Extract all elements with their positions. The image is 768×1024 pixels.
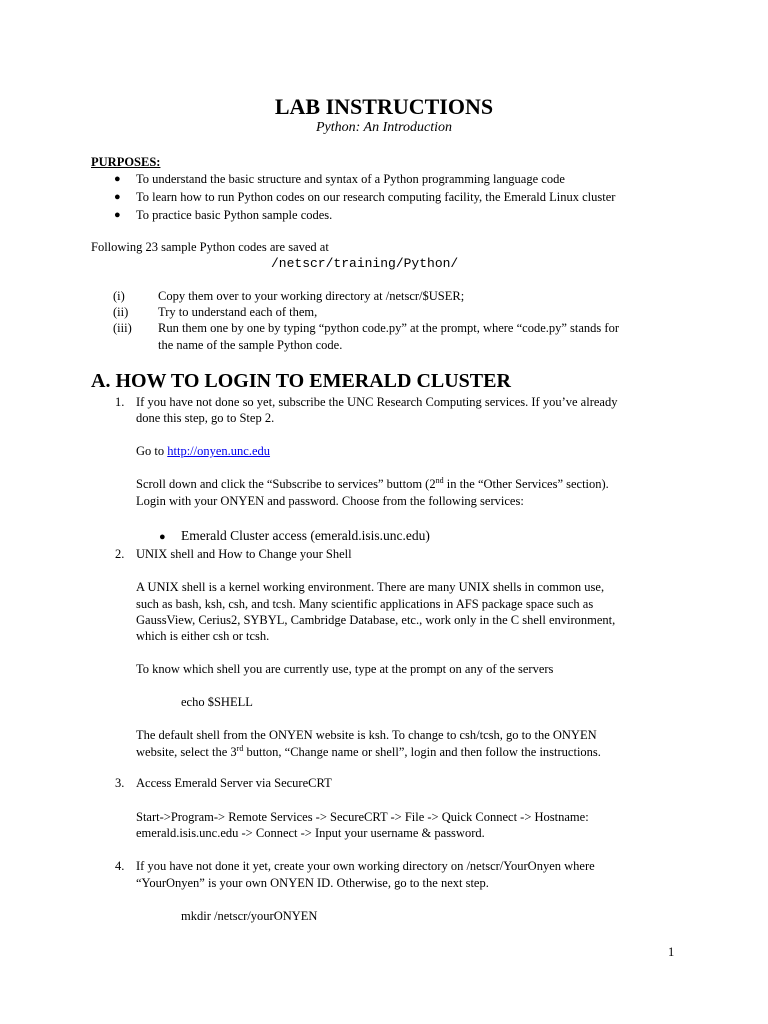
list-number: 2.	[115, 547, 125, 561]
step-number: (iii)	[113, 321, 132, 335]
paragraph-line: Start->Program-> Remote Services -> SecureCRT -> File -> Quick Connect -> Hostname:	[136, 810, 589, 824]
instruction-text: website, select the 3	[136, 745, 237, 759]
intro-text: Following 23 sample Python codes are saved at	[91, 240, 329, 254]
sample-path: /netscr/training/Python/	[271, 256, 459, 271]
list-number: 4.	[115, 859, 125, 873]
page-title: LAB INSTRUCTIONS	[274, 94, 494, 119]
paragraph-line: Login with your ONYEN and password. Choose from the following services:	[136, 494, 524, 508]
bullet-icon: ●	[114, 191, 121, 203]
scroll-text: Scroll down and click the “Subscribe to services” buttom (2	[136, 477, 436, 491]
paragraph-line: The default shell from the ONYEN website is ksh. To change to csh/tcsh, go to the ONYEN	[136, 728, 597, 742]
purposes-heading: PURPOSES:	[91, 155, 161, 169]
paragraph-line: GaussView, Cerius2, SYBYL, Cambridge Database, etc., work only in the C shell environment,	[136, 613, 616, 627]
paragraph-line: “YourOnyen” is your own ONYEN ID. Otherwise, go to the next step.	[136, 876, 489, 890]
paragraph-line: emerald.isis.unc.edu -> Connect -> Input your username & password.	[136, 826, 485, 840]
item-heading: UNIX shell and How to Change your Shell	[136, 547, 352, 561]
bullet-icon: ●	[114, 173, 121, 185]
step-number: (ii)	[113, 305, 129, 319]
paragraph-line: such as bash, ksh, csh, and tcsh. Many scientific applications in AFS package space such as	[136, 597, 594, 611]
bullet-icon: ●	[114, 209, 121, 221]
paragraph-line: If you have not done so yet, subscribe the UNC Research Computing services. If you’ve already	[136, 395, 618, 409]
paragraph-line: which is either csh or tcsh.	[136, 629, 270, 643]
bullet-icon: ●	[159, 531, 166, 543]
paragraph-line: done this step, go to Step 2.	[136, 411, 275, 425]
scroll-text: in the “Other Services” section).	[443, 477, 609, 491]
instruction-text: button, “Change name or shell”, login and then follow the instructions.	[243, 745, 601, 759]
shell-command: echo $SHELL	[181, 695, 253, 709]
purpose-item: To practice basic Python sample codes.	[136, 208, 333, 222]
shell-command: mkdir /netscr/yourONYEN	[181, 909, 318, 923]
service-item: Emerald Cluster access (emerald.isis.unc.edu)	[181, 528, 430, 543]
page-subtitle: Python: An Introduction	[315, 120, 453, 135]
superscript: nd	[435, 475, 444, 485]
goto-line	[136, 443, 270, 460]
purpose-item: To learn how to run Python codes on our research computing facility, the Emerald Linux cluster	[136, 190, 616, 204]
scroll-line	[136, 476, 609, 493]
paragraph-line: If you have not done it yet, create your own working directory on /netscr/YourOnyen where	[136, 859, 595, 873]
step-text: Copy them over to your working directory at /netscr/$USER;	[158, 289, 465, 303]
list-number: 3.	[115, 776, 125, 790]
page-number: 1	[668, 945, 675, 959]
step-text: Run them one by one by typing “python code.py” at the prompt, where “code.py” stands for	[158, 321, 619, 335]
step-text: Try to understand each of them,	[158, 305, 318, 319]
list-number: 1.	[115, 395, 125, 409]
purpose-item: To understand the basic structure and syntax of a Python programming language code	[136, 172, 565, 186]
section-heading: A. HOW TO LOGIN TO EMERALD CLUSTER	[91, 370, 511, 392]
instruction-line	[136, 744, 601, 761]
onyen-link[interactable]: http://onyen.unc.edu	[167, 444, 271, 458]
step-number: (i)	[113, 289, 125, 303]
item-heading: Access Emerald Server via SecureCRT	[136, 776, 332, 790]
paragraph-line: To know which shell you are currently use, type at the prompt on any of the servers	[136, 662, 554, 676]
goto-label: Go to	[136, 444, 165, 458]
superscript: rd	[236, 743, 244, 753]
step-text: the name of the sample Python code.	[158, 338, 343, 352]
paragraph-line: A UNIX shell is a kernel working environment. There are many UNIX shells in common use,	[136, 580, 605, 594]
